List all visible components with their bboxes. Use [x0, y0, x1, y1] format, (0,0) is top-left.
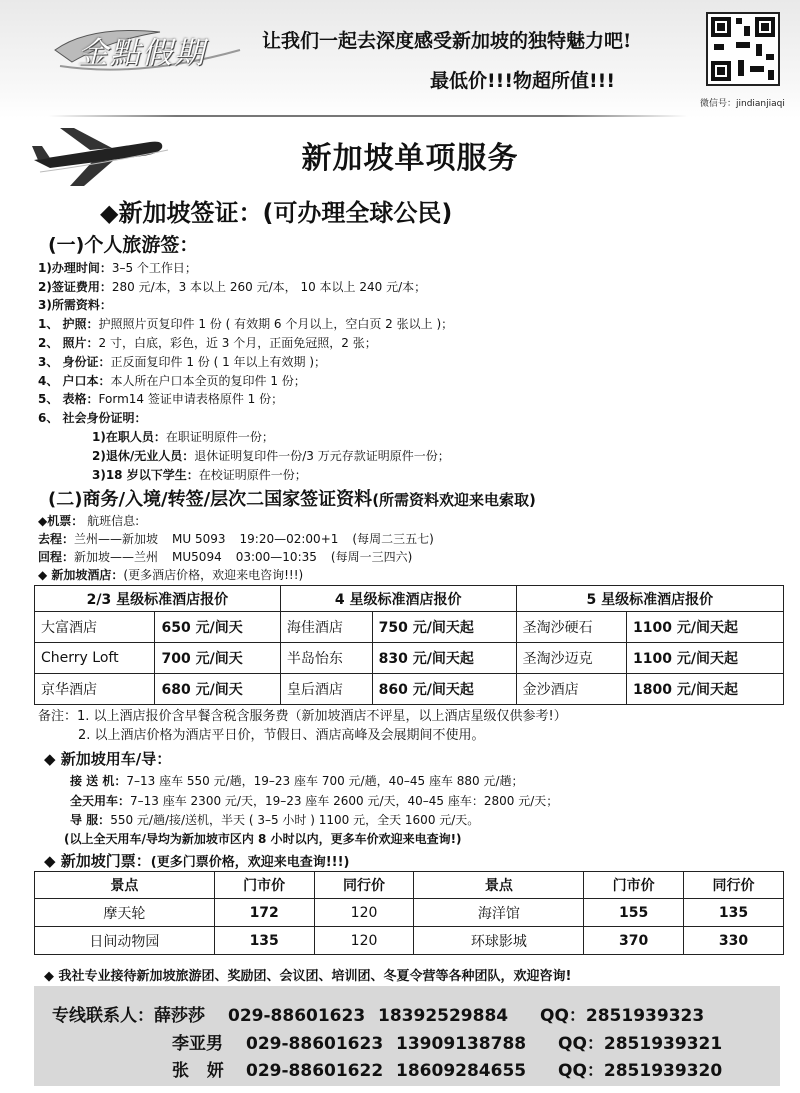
table-row: [35, 674, 784, 705]
car-line: 导 服：550 元/趟/接/送机，半天 ( 3–5 小时 ) 1100 元，全天 1600 元/天。: [70, 813, 480, 827]
personal-visa-heading: (一)个人旅游签：: [48, 234, 199, 256]
header-price-line: 最低价!!!物超所值!!!: [430, 70, 615, 92]
retail-price: 155: [584, 899, 684, 927]
table-header-cell: 同行价: [684, 872, 784, 899]
social-id-line: 2)退休/无业人员：退休证明复印件一份/3 万元存款证明原件一份；: [92, 449, 450, 463]
wechat-id-label: 微信号：jindianjiaqi: [700, 99, 785, 109]
contact-row: [52, 1029, 722, 1054]
contact-qq: QQ：2851939320: [558, 1061, 723, 1081]
contact-qq: QQ：2851939323: [540, 1006, 705, 1026]
page-title: 新加坡单项服务: [301, 141, 519, 176]
attraction-name: 日间动物园: [35, 927, 215, 955]
visa-line: 6、 社会身份证明：: [38, 411, 147, 425]
hotel-name: 圣淘沙硬石: [516, 612, 626, 643]
visa-line: 4、 户口本：本人所在户口本全页的复印件 1 份；: [38, 374, 306, 388]
flight-return-line: 回程：新加坡——兰州 MU5094 03:00—10:35 (每周一三四六): [38, 550, 413, 564]
visa-line: 1)办理时间：3–5 个工作日；: [38, 261, 197, 275]
table-row: [35, 612, 784, 643]
car-note: (以上全天用车/导均为新加坡市区内 8 小时以内，更多车价欢迎来电查询!): [64, 832, 462, 846]
hotel-name: Cherry Loft: [35, 643, 155, 674]
closing-statement: ◆ 我社专业接待新加坡旅游团、奖励团、会议团、培训团、冬夏令营等各种团队，欢迎咨询!: [44, 969, 572, 984]
social-id-line: 1)在职人员：在职证明原件一份；: [92, 430, 274, 444]
hotel-name: 圣淘沙迈克: [516, 643, 626, 674]
contact-mobile: 13909138788: [396, 1034, 527, 1054]
hotel-name: 大富酒店: [35, 612, 155, 643]
attraction-name: 海洋馆: [414, 899, 584, 927]
hotel-price: 650 元/间天: [155, 612, 280, 643]
hotel-name: 半岛怡东: [280, 643, 372, 674]
contact-name: 薛莎莎: [154, 1006, 205, 1026]
contact-phone: 029-88601623: [228, 1006, 366, 1026]
visa-heading: ◆新加坡签证：(可办理全球公民): [100, 199, 453, 227]
contact-phone: 029-88601623: [246, 1034, 384, 1054]
table-header-cell: 2/3 星级标准酒店报价: [35, 586, 281, 612]
contact-mobile: 18392529884: [378, 1006, 509, 1026]
logo-text: 金點假期: [78, 36, 206, 71]
contact-qq: QQ：2851939321: [558, 1034, 723, 1054]
hotel-price: 700 元/间天: [155, 643, 280, 674]
table-header-cell: 5 星级标准酒店报价: [516, 586, 783, 612]
hotel-price: 830 元/间天起: [372, 643, 516, 674]
social-id-line: 3)18 岁以下学生：在校证明原件一份；: [92, 468, 307, 482]
table-header-cell: 4 星级标准酒店报价: [280, 586, 516, 612]
retail-price: 370: [584, 927, 684, 955]
ticket-price-table: [34, 871, 784, 955]
hotel-name: 海佳酒店: [280, 612, 372, 643]
visa-line: 3)所需资料：: [38, 298, 112, 312]
table-header-cell: 门市价: [214, 872, 314, 899]
attraction-name: 摩天轮: [35, 899, 215, 927]
trade-price: 120: [314, 899, 414, 927]
table-header-row: [35, 872, 784, 899]
contact-phone: 029-88601622: [246, 1061, 384, 1081]
contact-name: 李亚男: [172, 1034, 223, 1054]
business-visa-heading: (二)商务/入境/转签/层次二国家签证资料(所需资料欢迎来电索取): [48, 489, 536, 510]
contact-row: [52, 1001, 704, 1026]
table-header-cell: 景点: [414, 872, 584, 899]
hotel-price: 750 元/间天起: [372, 612, 516, 643]
hotel-price-table: [34, 585, 784, 705]
qr-code-icon: [706, 12, 780, 86]
hotel-price: 860 元/间天起: [372, 674, 516, 705]
visa-line: 2、 照片：2 寸，白底，彩色，近 3 个月，正面免冠照，2 张；: [38, 336, 377, 350]
table-header-row: [35, 586, 784, 612]
trade-price: 135: [684, 899, 784, 927]
car-section-heading: ◆ 新加坡用车/导：: [44, 750, 172, 768]
visa-line: 2)签证费用：280 元/本，3 本以上 260 元/本， 10 本以上 240 元/本；: [38, 280, 427, 294]
ticket-section-heading: ◆ 新加坡门票：(更多门票价格，欢迎来电查询!!!): [44, 852, 350, 870]
header-divider: [48, 115, 688, 117]
visa-line: 5、 表格：Form14 签证申请表格原件 1 份；: [38, 392, 284, 406]
hotel-section-heading: ◆ 新加坡酒店：(更多酒店价格，欢迎来电咨询!!!): [38, 568, 304, 582]
table-row: [35, 643, 784, 674]
visa-line: 3、 身份证：正反面复印件 1 份 ( 1 年以上有效期 )；: [38, 355, 327, 369]
header-slogan: 让我们一起去深度感受新加坡的独特魅力吧!: [262, 30, 632, 52]
table-header-cell: 景点: [35, 872, 215, 899]
hotel-remark-2: 2. 以上酒店价格为酒店平日价，节假日、酒店高峰及会展期间不使用。: [78, 728, 485, 743]
visa-line: 1、 护照：护照照片页复印件 1 份 ( 有效期 6 个月以上，空白页 2 张以上 )；: [38, 317, 454, 331]
trade-price: 330: [684, 927, 784, 955]
contact-row: [52, 1056, 722, 1081]
contact-mobile: 18609284655: [396, 1061, 527, 1081]
car-line: 全天用车：7–13 座车 2300 元/天，19–23 座车 2600 元/天，40–45 座车：2800 元/天；: [70, 794, 559, 808]
table-header-cell: 门市价: [584, 872, 684, 899]
hotel-name: 京华酒店: [35, 674, 155, 705]
hotel-price: 1800 元/间天起: [627, 674, 784, 705]
retail-price: 172: [214, 899, 314, 927]
hotel-remark-1: 备注：1. 以上酒店报价含早餐含税含服务费（新加坡酒店不评星，以上酒店星级仅供参考!）: [38, 709, 567, 724]
flight-outbound-line: 去程：兰州——新加坡 MU 5093 19:20—02:00+1 (每周二三五七): [38, 532, 434, 546]
hotel-price: 680 元/间天: [155, 674, 280, 705]
attraction-name: 环球影城: [414, 927, 584, 955]
trade-price: 120: [314, 927, 414, 955]
contact-label: 专线联系人：: [52, 1006, 154, 1026]
table-row: [35, 899, 784, 927]
hotel-price: 1100 元/间天起: [627, 612, 784, 643]
hotel-name: 皇后酒店: [280, 674, 372, 705]
hotel-price: 1100 元/间天起: [627, 643, 784, 674]
retail-price: 135: [214, 927, 314, 955]
contact-name: 张 妍: [172, 1061, 224, 1081]
table-header-cell: 同行价: [314, 872, 414, 899]
company-logo: [50, 20, 250, 80]
flight-info-line: ◆机票： 航班信息:: [38, 514, 140, 528]
car-line: 接 送 机：7–13 座车 550 元/趟，19–23 座车 700 元/趟，40–45 座车 880 元/趟；: [70, 774, 524, 788]
table-row: [35, 927, 784, 955]
hotel-name: 金沙酒店: [516, 674, 626, 705]
